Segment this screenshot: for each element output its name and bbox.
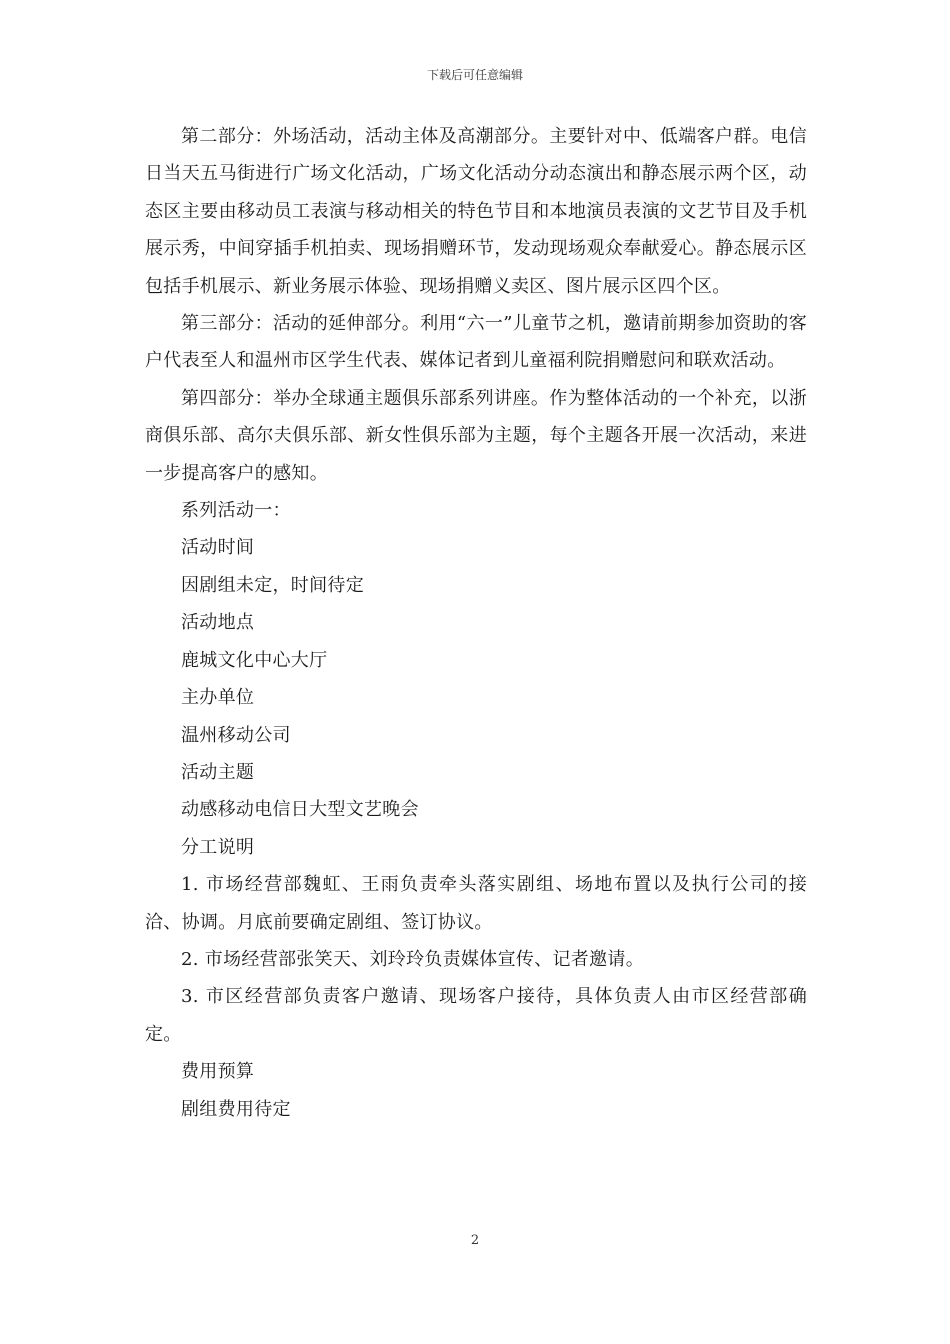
value-budget: 剧组费用待定 [181,1098,291,1120]
paragraph-part-two: 第二部分：外场活动，活动主体及高潮部分。主要针对中、低端客户群。电信日当天五马街进行广场文化活动，广场文化活动分动态演出和静态展示两个区，动态区主要由移动员工表演与移动相关的特色节目和本地演员表演的文艺节目及手机展示秀，中间穿插手机拍卖、现场捐赠环节，发动现场观众奉献爱心。静态展示区包括手机展示、新业务展示体验、现场捐赠义卖区、图片展示区四个区。 [145,126,807,297]
value-organizer: 温州移动公司 [181,724,291,746]
page-number: 2 [470,1233,480,1248]
series-activity-title: 系列活动一： [181,500,291,522]
label-activity-location: 活动地点 [181,612,255,634]
value-activity-time: 因剧组未定，时间待定 [181,574,364,596]
label-budget: 费用预算 [181,1061,255,1083]
value-activity-location: 鹿城文化中心大厅 [181,649,328,671]
document-body [145,118,807,1128]
page-header: 下载后可任意编辑 [426,68,523,82]
paragraph-part-three: 第三部分：活动的延伸部分。利用“六一”儿童节之机，邀请前期参加资助的客户代表至人和温州市区学生代表、媒体记者到儿童福利院捐赠慰问和联欢活动。 [145,313,807,372]
work-item-1: 1. 市场经营部魏虹、王雨负责牵头落实剧组、场地布置以及执行公司的接洽、协调。月底前要确定剧组、签订协议。 [145,874,807,933]
paragraph-part-four: 第四部分：举办全球通主题俱乐部系列讲座。作为整体活动的一个补充，以浙商俱乐部、高尔夫俱乐部、新女性俱乐部为主题，每个主题各开展一次活动，来进一步提高客户的感知。 [145,387,807,484]
label-activity-time: 活动时间 [181,537,255,559]
work-item-3: 3. 市区经营部负责客户邀请、现场客户接待，具体负责人由市区经营部确定。 [145,986,807,1045]
label-activity-theme: 活动主题 [181,761,255,783]
label-organizer: 主办单位 [181,687,255,709]
value-activity-theme: 动感移动电信日大型文艺晚会 [181,799,419,821]
work-item-2: 2. 市场经营部张笑天、刘玲玲负责媒体宣传、记者邀请。 [181,948,644,970]
label-division-of-work: 分工说明 [181,836,255,858]
